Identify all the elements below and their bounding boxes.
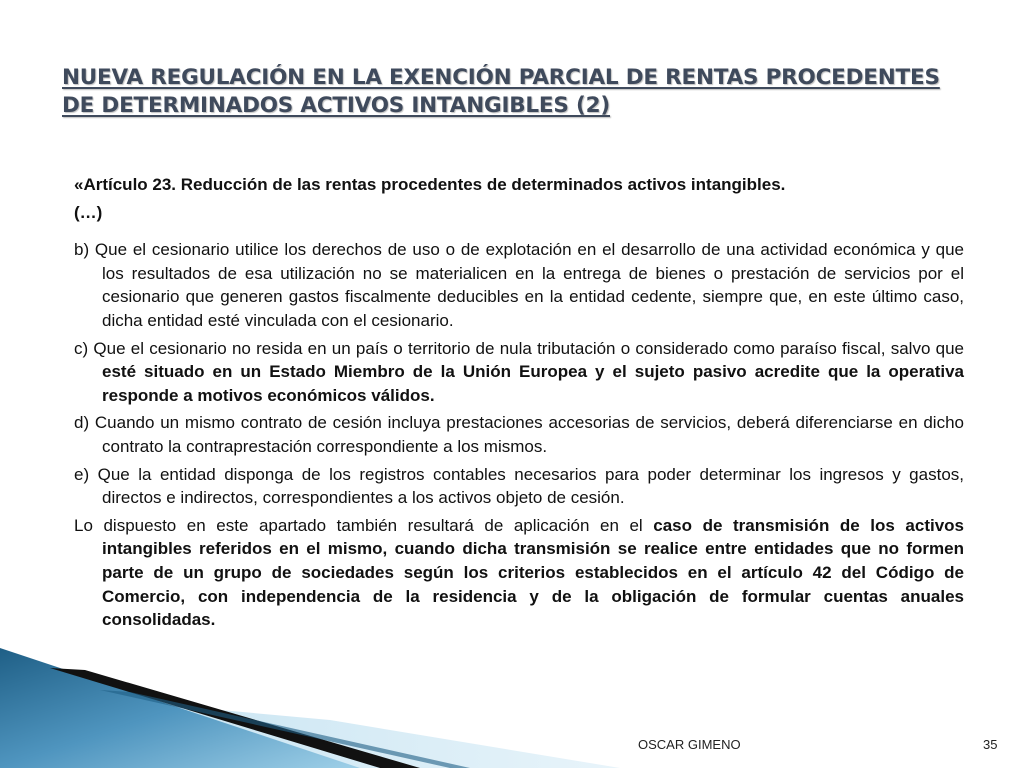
paragraph-final: Lo dispuesto en este apartado también resultará de aplicación en el caso de transmisión de los activos intangibles referidos en el mismo, cuando dicha transmisión se realice entre entidades que no formen parte de un grupo de sociedades según los criterios establecidos en el artículo 42 del Código de Comercio, con independencia de la residencia y de la obligación de formular cuentas anuales consolidadas. [74, 515, 964, 630]
paragraph-e: e) Que la entidad disponga de los registros contables necesarios para poder determinar los ingresos y gastos, directos e indirectos, correspondientes a los activos objeto de cesión. [74, 464, 964, 508]
paragraph-d: d) Cuando un mismo contrato de cesión incluya prestaciones accesorias de servicios, deberá diferenciarse en dicho contrato la contraprestación correspondiente a los mismos. [74, 413, 964, 456]
paragraph-c: c) Que el cesionario no resida en un país o territorio de nula tributación o considerado como paraíso fiscal, salvo que esté situado en un Estado Miembro de la Unión Europea y el sujeto pasivo acredite que la operativa responde a motivos económicos válidos. [74, 338, 964, 405]
footer-author: OSCAR GIMENO [638, 737, 741, 752]
slide-body [74, 173, 964, 632]
paragraph-b: b) Que el cesionario utilice los derechos de uso o de explotación en el desarrollo de una actividad económica y que los resultados de esa utilización no se materialicen en la entrega de bienes o prestación de servicios por el cesionario que generen gastos fiscalmente deducibles en la entidad cedente, siempre que, en este último caso, dicha entidad esté vinculada con el cesionario. [74, 240, 964, 330]
slide-title: NUEVA REGULACIÓN EN LA EXENCIÓN PARCIAL DE RENTAS PROCEDENTES DE DETERMINADOS ACTIVOS INTANGIBLES (2) [62, 65, 940, 118]
ellipsis: (…) [74, 202, 103, 222]
footer-page-number: 35 [983, 737, 998, 752]
corner-band-blue [0, 648, 360, 768]
article-heading: «Artículo 23. Reducción de las rentas procedentes de determinados activos intangibles. [74, 175, 786, 194]
